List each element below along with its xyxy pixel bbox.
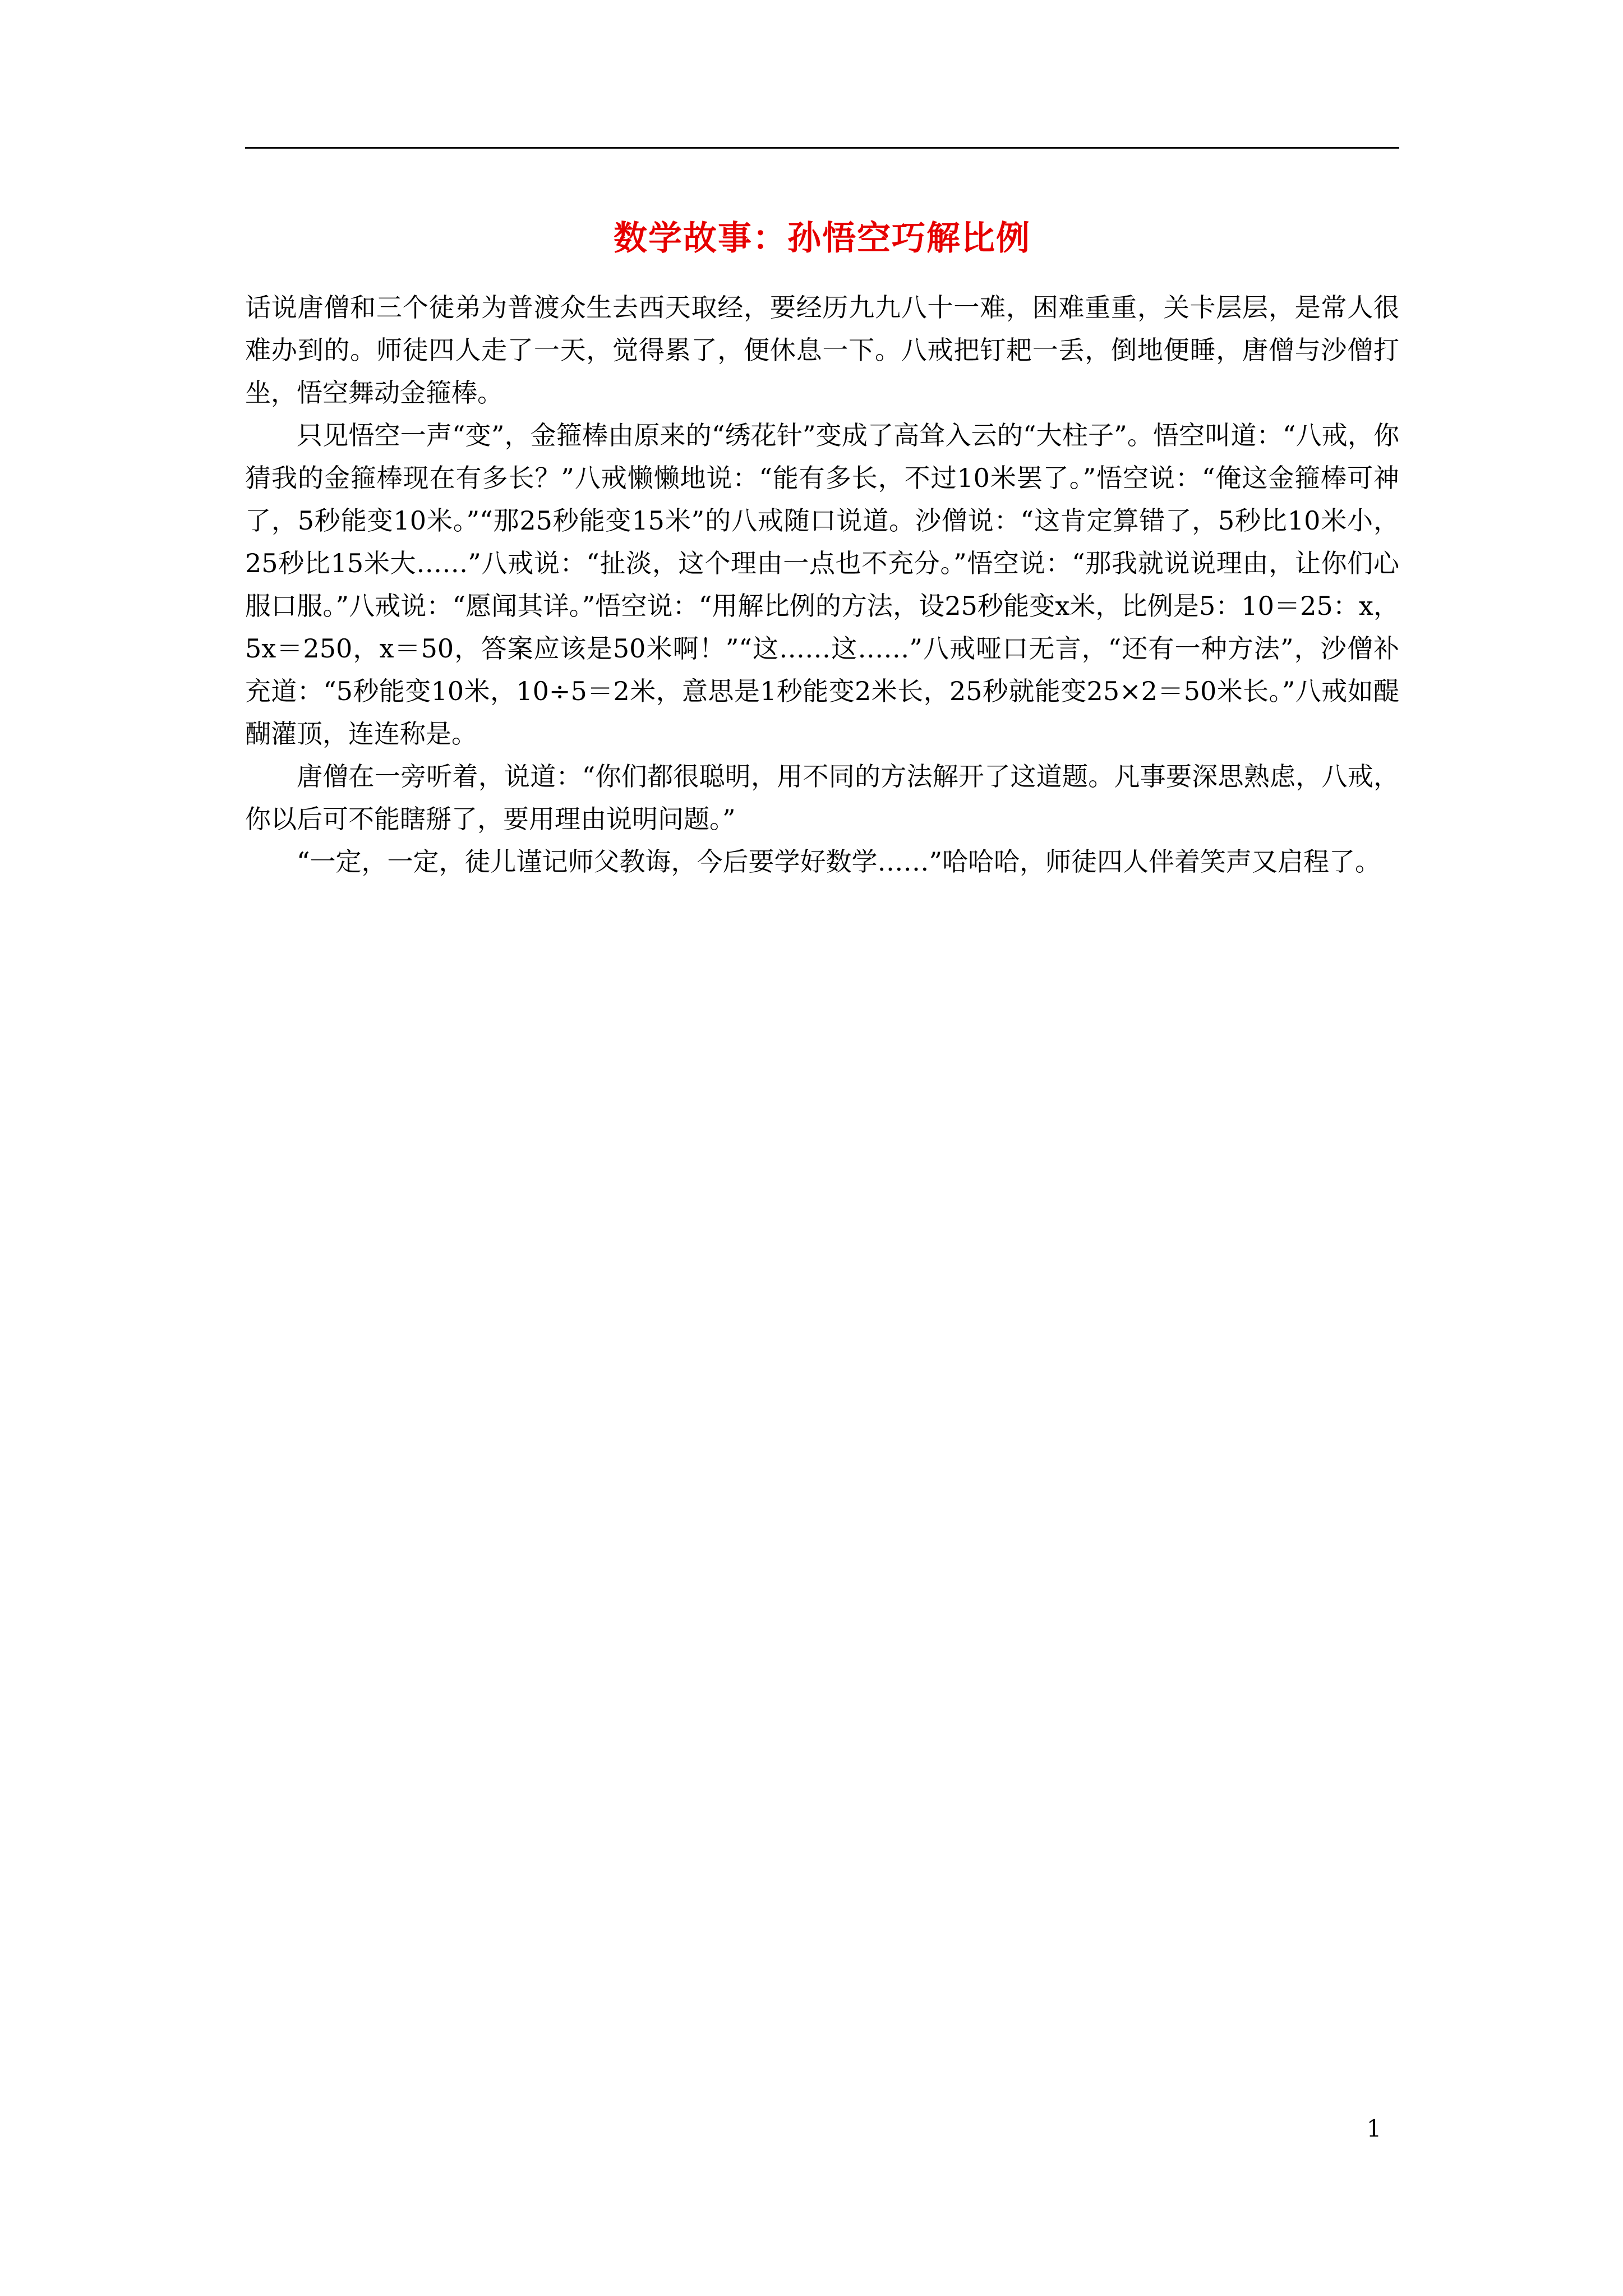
document-body [245, 286, 1399, 883]
paragraph-2: 只见悟空一声“变”，金箍棒由原来的“绣花针”变成了高耸入云的“大柱子”。悟空叫道：“八戒，你猜我的金箍棒现在有多长？”八戒懒懒地说：“能有多长，不过10米罢了。”悟空说：“俺这金箍棒可神了，5秒能变10米。”“那25秒能变15米”的八戒随口说道。沙僧说：“这肯定算错了，5秒比10米小，25秒比15米大……”八戒说：“扯淡，这个理由一点也不充分。”悟空说：“那我就说说理由，让你们心服口服。”八戒说：“愿闻其详。”悟空说：“用解比例的方法，设25秒能变x米，比例是5：10＝25：x，5x＝250，x＝50，答案应该是50米啊！”“这……这……”八戒哑口无言，“还有一种方法”，沙僧补充道：“5秒能变10米，10÷5＝2米，意思是1秒能变2米长，25秒就能变25×2＝50米长。”八戒如醍醐灌顶，连连称是。 [245, 420, 1399, 749]
paragraph-4: “一定，一定，徒儿谨记师父教诲，今后要学好数学……”哈哈哈，师徒四人伴着笑声又启程了。 [297, 846, 1381, 877]
paragraph-1: 话说唐僧和三个徒弟为普渡众生去西天取经，要经历九九八十一难，困难重重，关卡层层，是常人很难办到的。师徒四人走了一天，觉得累了，便休息一下。八戒把钉耙一丢，倒地便睡，唐僧与沙僧打坐，悟空舞动金箍棒。 [245, 292, 1399, 408]
header-rule [245, 147, 1399, 149]
paragraph-3: 唐僧在一旁听着，说道：“你们都很聪明，用不同的方法解开了这道题。凡事要深思熟虑，八戒，你以后可不能瞎掰了，要用理由说明问题。” [245, 761, 1399, 834]
page-number: 1 [1366, 2115, 1382, 2142]
document-title: 数学故事：孙悟空巧解比例 [614, 219, 1031, 258]
